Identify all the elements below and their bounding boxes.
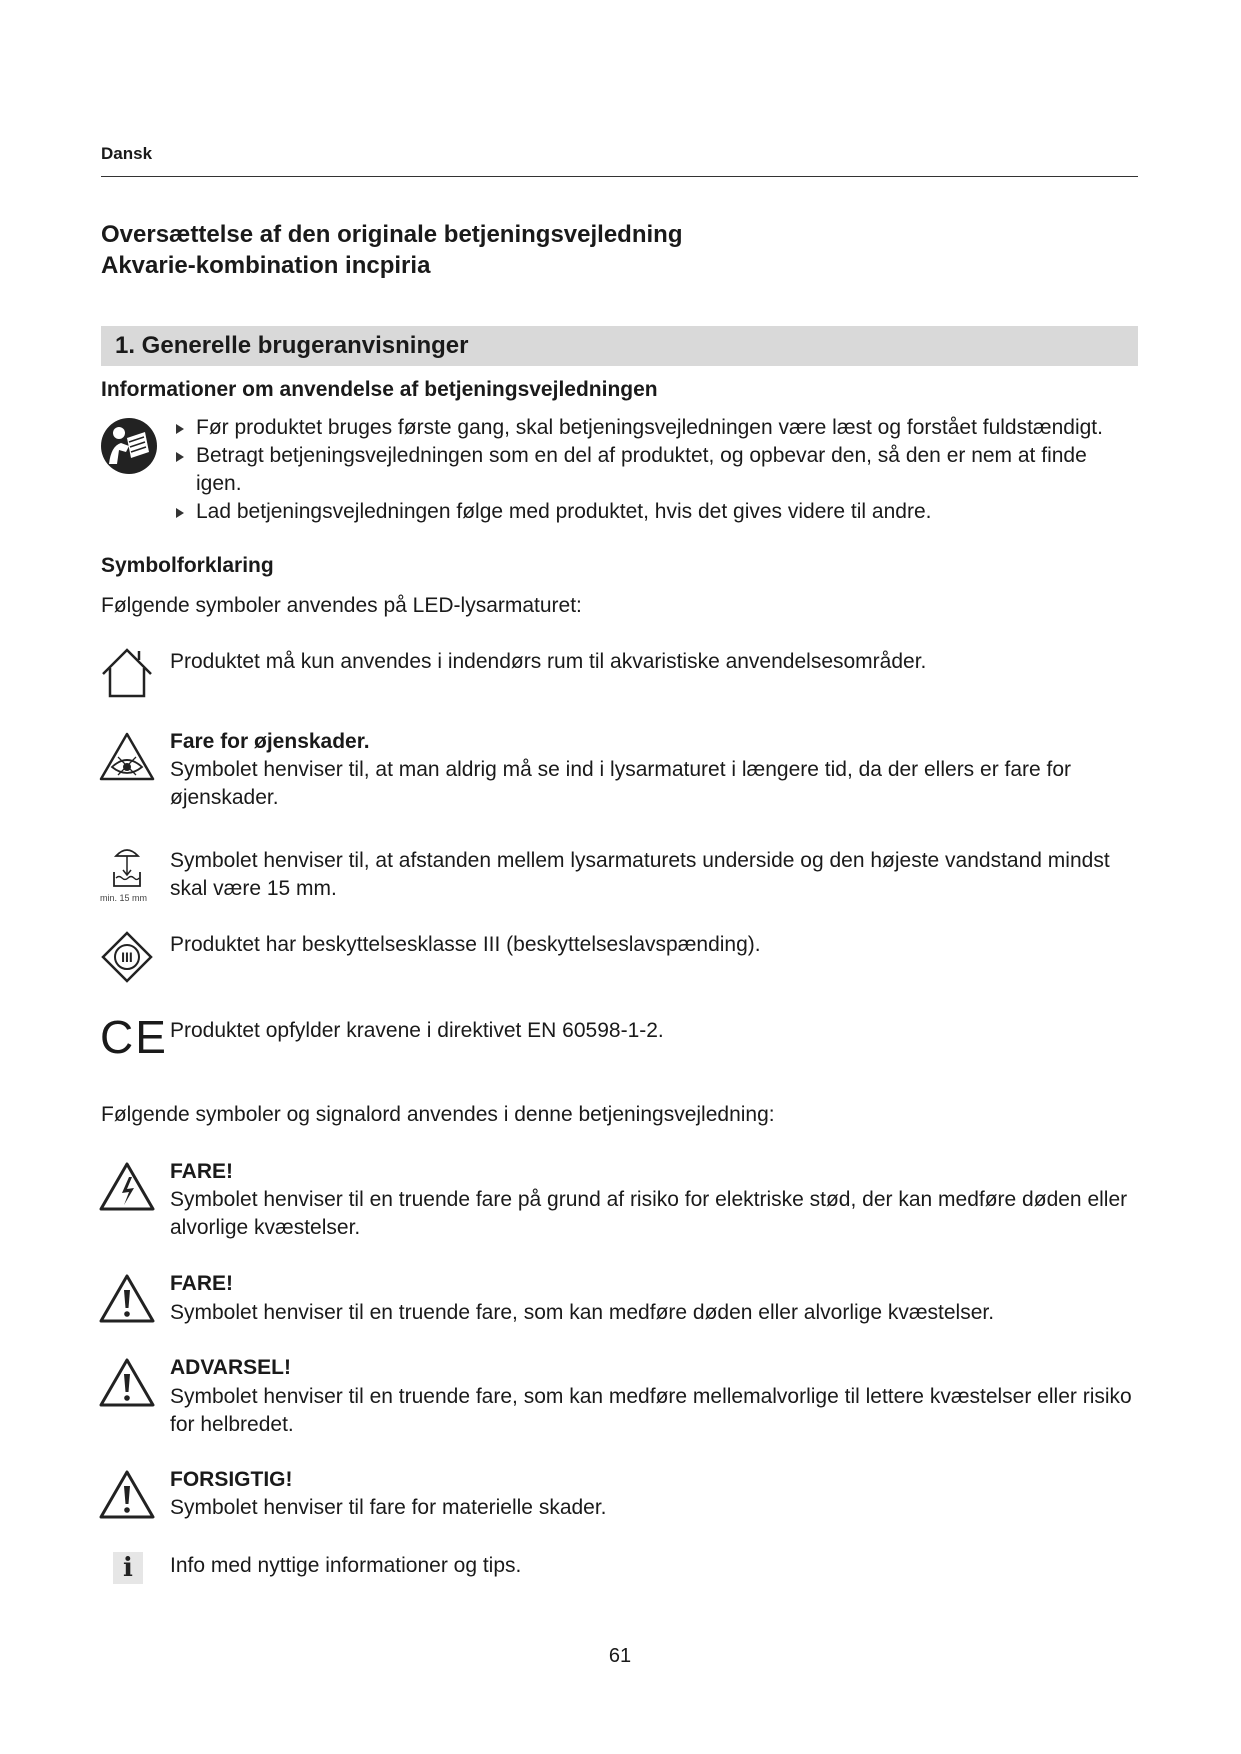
language-label: Dansk [101,144,153,163]
eye-hazard-icon [98,731,156,783]
ce-text: Produktet opfylder kravene i direktivet EN 60598-1-2. [170,1019,664,1042]
caution-text: Symbolet henviser til fare for materielle skader. [170,1496,607,1519]
danger-text: Symbolet henviser til en truende fare, som kan medføre døden eller alvorlige kvæstelser. [170,1301,995,1324]
header-rule [101,176,1138,177]
warning-icon [98,1357,156,1409]
indoor-text: Produktet må kun anvendes i indendørs rum til akvaristiske anvendelsesområder. [170,650,927,673]
min-distance-icon [110,846,144,890]
page-number: 61 [608,1645,632,1667]
electric-hazard-text: Symbolet henviser til en truende fare på grund af risiko for elektriske stød, der kan medføre døden eller alvorlige kvæstelser. [170,1188,1128,1239]
eye-hazard-title: Fare for øjenskader. [170,730,370,753]
signal-intro: Følgende symboler og signalord anvendes i denne betjeningsvejledning: [101,1103,775,1126]
caution-icon [98,1469,156,1521]
indoor-house-icon [99,646,155,700]
class3-text: Produktet har beskyttelsesklasse III (beskyttelseslavspænding). [170,933,761,956]
list-item: Betragt betjeningsvejledningen som en del af produktet, og opbevar den, så den er nem at finde igen. [176,442,1136,498]
info-icon: i [113,1552,143,1584]
info-text: Info med nyttige informationer og tips. [170,1554,522,1577]
product-title: Akvarie-kombination incpiria [101,252,431,279]
read-manual-icon [99,416,159,476]
instruction-list [176,414,1136,526]
section-title: 1. Generelle brugeranvisninger [115,332,469,359]
electric-hazard-title: FARE! [170,1160,233,1183]
class-iii-glyph: III [121,949,133,965]
caution-title: FORSIGTIG! [170,1468,293,1491]
distance-text: Symbolet henviser til, at afstanden mellem lysarmaturets underside og den højeste vandstand mindst skal være 15 mm. [170,849,1110,900]
danger-title: FARE! [170,1272,233,1295]
protection-class-iii-icon [101,931,153,983]
list-item: Lad betjeningsvejledningen følge med produktet, hvis det gives videre til andre. [176,498,1136,526]
info-heading: Informationer om anvendelse af betjeningsvejledningen [101,378,658,401]
list-item: Før produktet bruges første gang, skal betjeningsvejledningen være læst og forstået fuldstændigt. [176,414,1136,442]
danger-warning-icon [98,1273,156,1325]
warning-title: ADVARSEL! [170,1356,291,1379]
ce-mark-icon: CE [100,1011,168,1063]
symbol-heading: Symbolforklaring [101,554,274,577]
document-title: Oversættelse af den originale betjeningsvejledning [101,221,683,248]
eye-hazard-text: Symbolet henviser til, at man aldrig må se ind i lysarmaturet i længere tid, da der ellers er fare for øjenskader. [170,758,1072,809]
warning-text: Symbolet henviser til en truende fare, som kan medføre mellemalvorlige til lettere kvæstelser eller risiko for helbredet. [170,1385,1132,1436]
electric-hazard-icon [98,1161,156,1213]
symbol-intro: Følgende symboler anvendes på LED-lysarmaturet: [101,594,582,617]
min-distance-label: min. 15 mm [100,893,148,903]
